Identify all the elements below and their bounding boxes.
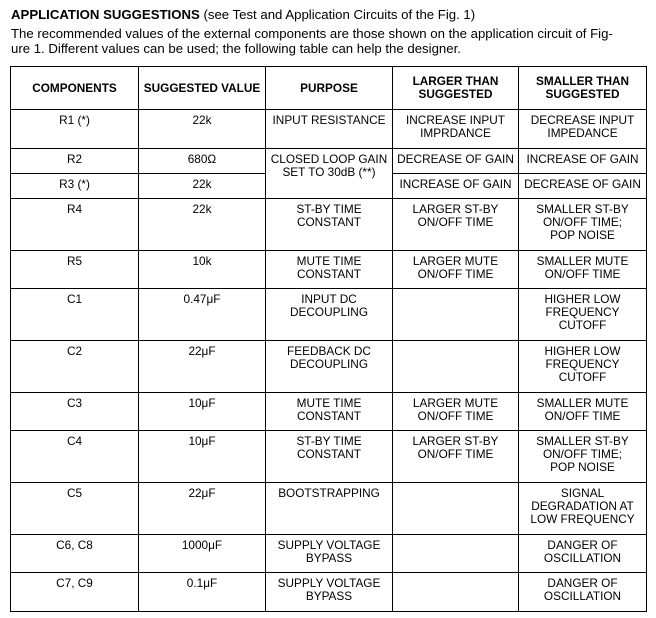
section-heading: [11, 7, 475, 22]
cell-larger: [393, 341, 519, 393]
cell-smaller: SIGNAL DEGRADATION AT LOW FREQUENCY: [519, 483, 647, 535]
cell-component: C6, C8: [11, 535, 139, 573]
cell-component: R2: [11, 149, 139, 174]
cell-value: 22k: [139, 199, 266, 251]
cell-purpose: ST-BY TIME CONSTANT: [266, 199, 393, 251]
cell-purpose: SUPPLY VOLTAGE BYPASS: [266, 535, 393, 573]
suggestions-table: [10, 66, 647, 612]
table-row: [11, 431, 647, 483]
cell-value: 22μF: [139, 341, 266, 393]
cell-component: R1 (*): [11, 110, 139, 149]
cell-value: 0.47μF: [139, 289, 266, 341]
cell-component: C3: [11, 393, 139, 431]
cell-value: 22μF: [139, 483, 266, 535]
cell-value: 22k: [139, 174, 266, 199]
cell-purpose: FEEDBACK DC DECOUPLING: [266, 341, 393, 393]
cell-smaller: DECREASE OF GAIN: [519, 174, 647, 199]
cell-purpose: CLOSED LOOP GAIN SET TO 30dB (**): [266, 149, 393, 199]
cell-component: C4: [11, 431, 139, 483]
cell-component: R4: [11, 199, 139, 251]
cell-larger: [393, 573, 519, 612]
table-row: [11, 251, 647, 289]
cell-smaller: HIGHER LOW FREQUENCY CUTOFF: [519, 289, 647, 341]
cell-value: 680Ω: [139, 149, 266, 174]
section-title-note: (see Test and Application Circuits of the Fig. 1): [199, 7, 476, 22]
table-row: [11, 341, 647, 393]
intro-line: The recommended values of the external components are those shown on the application circuit of Fig-: [11, 26, 613, 41]
cell-smaller: SMALLER MUTE ON/OFF TIME: [519, 251, 647, 289]
cell-smaller: INCREASE OF GAIN: [519, 149, 647, 174]
cell-smaller: DECREASE INPUT IMPEDANCE: [519, 110, 647, 149]
cell-larger: DECREASE OF GAIN: [393, 149, 519, 174]
cell-larger: [393, 483, 519, 535]
cell-component: C5: [11, 483, 139, 535]
table-row: [11, 393, 647, 431]
table-row: [11, 535, 647, 573]
intro-paragraph: [11, 26, 651, 56]
cell-value: 10μF: [139, 431, 266, 483]
cell-purpose: INPUT RESISTANCE: [266, 110, 393, 149]
cell-smaller: DANGER OF OSCILLATION: [519, 573, 647, 612]
cell-component: R3 (*): [11, 174, 139, 199]
cell-component: C7, C9: [11, 573, 139, 612]
cell-larger: LARGER MUTE ON/OFF TIME: [393, 393, 519, 431]
cell-larger: LARGER MUTE ON/OFF TIME: [393, 251, 519, 289]
header-suggested-value: SUGGESTED VALUE: [139, 67, 266, 110]
cell-value: 22k: [139, 110, 266, 149]
cell-purpose: MUTE TIME CONSTANT: [266, 251, 393, 289]
cell-larger: [393, 535, 519, 573]
cell-value: 10k: [139, 251, 266, 289]
header-larger-than-suggested: LARGER THAN SUGGESTED: [393, 67, 519, 110]
table-row: [11, 483, 647, 535]
cell-component: R5: [11, 251, 139, 289]
table-row: [11, 110, 647, 149]
header-purpose: PURPOSE: [266, 67, 393, 110]
cell-component: C2: [11, 341, 139, 393]
cell-smaller: SMALLER ST-BY ON/OFF TIME; POP NOISE: [519, 199, 647, 251]
header-smaller-than-suggested: SMALLER THAN SUGGESTED: [519, 67, 647, 110]
table-row: [11, 149, 647, 174]
cell-purpose: SUPPLY VOLTAGE BYPASS: [266, 573, 393, 612]
cell-value: 10μF: [139, 393, 266, 431]
cell-smaller: SMALLER ST-BY ON/OFF TIME; POP NOISE: [519, 431, 647, 483]
table-row: [11, 573, 647, 612]
cell-smaller: SMALLER MUTE ON/OFF TIME: [519, 393, 647, 431]
intro-line: ure 1. Different values can be used; the following table can help the designer.: [11, 41, 461, 56]
cell-larger: INCREASE INPUT IMPRDANCE: [393, 110, 519, 149]
cell-purpose: MUTE TIME CONSTANT: [266, 393, 393, 431]
cell-larger: LARGER ST-BY ON/OFF TIME: [393, 431, 519, 483]
cell-larger: [393, 289, 519, 341]
cell-purpose: BOOTSTRAPPING: [266, 483, 393, 535]
cell-value: 0.1μF: [139, 573, 266, 612]
cell-smaller: DANGER OF OSCILLATION: [519, 535, 647, 573]
cell-purpose: INPUT DC DECOUPLING: [266, 289, 393, 341]
cell-value: 1000μF: [139, 535, 266, 573]
cell-purpose: ST-BY TIME CONSTANT: [266, 431, 393, 483]
section-title: APPLICATION SUGGESTIONS: [11, 7, 200, 22]
cell-larger: LARGER ST-BY ON/OFF TIME: [393, 199, 519, 251]
table-row: [11, 289, 647, 341]
cell-larger: INCREASE OF GAIN: [393, 174, 519, 199]
cell-smaller: HIGHER LOW FREQUENCY CUTOFF: [519, 341, 647, 393]
table-header-row: [11, 67, 647, 110]
header-components: COMPONENTS: [11, 67, 139, 110]
cell-component: C1: [11, 289, 139, 341]
table-row: [11, 199, 647, 251]
